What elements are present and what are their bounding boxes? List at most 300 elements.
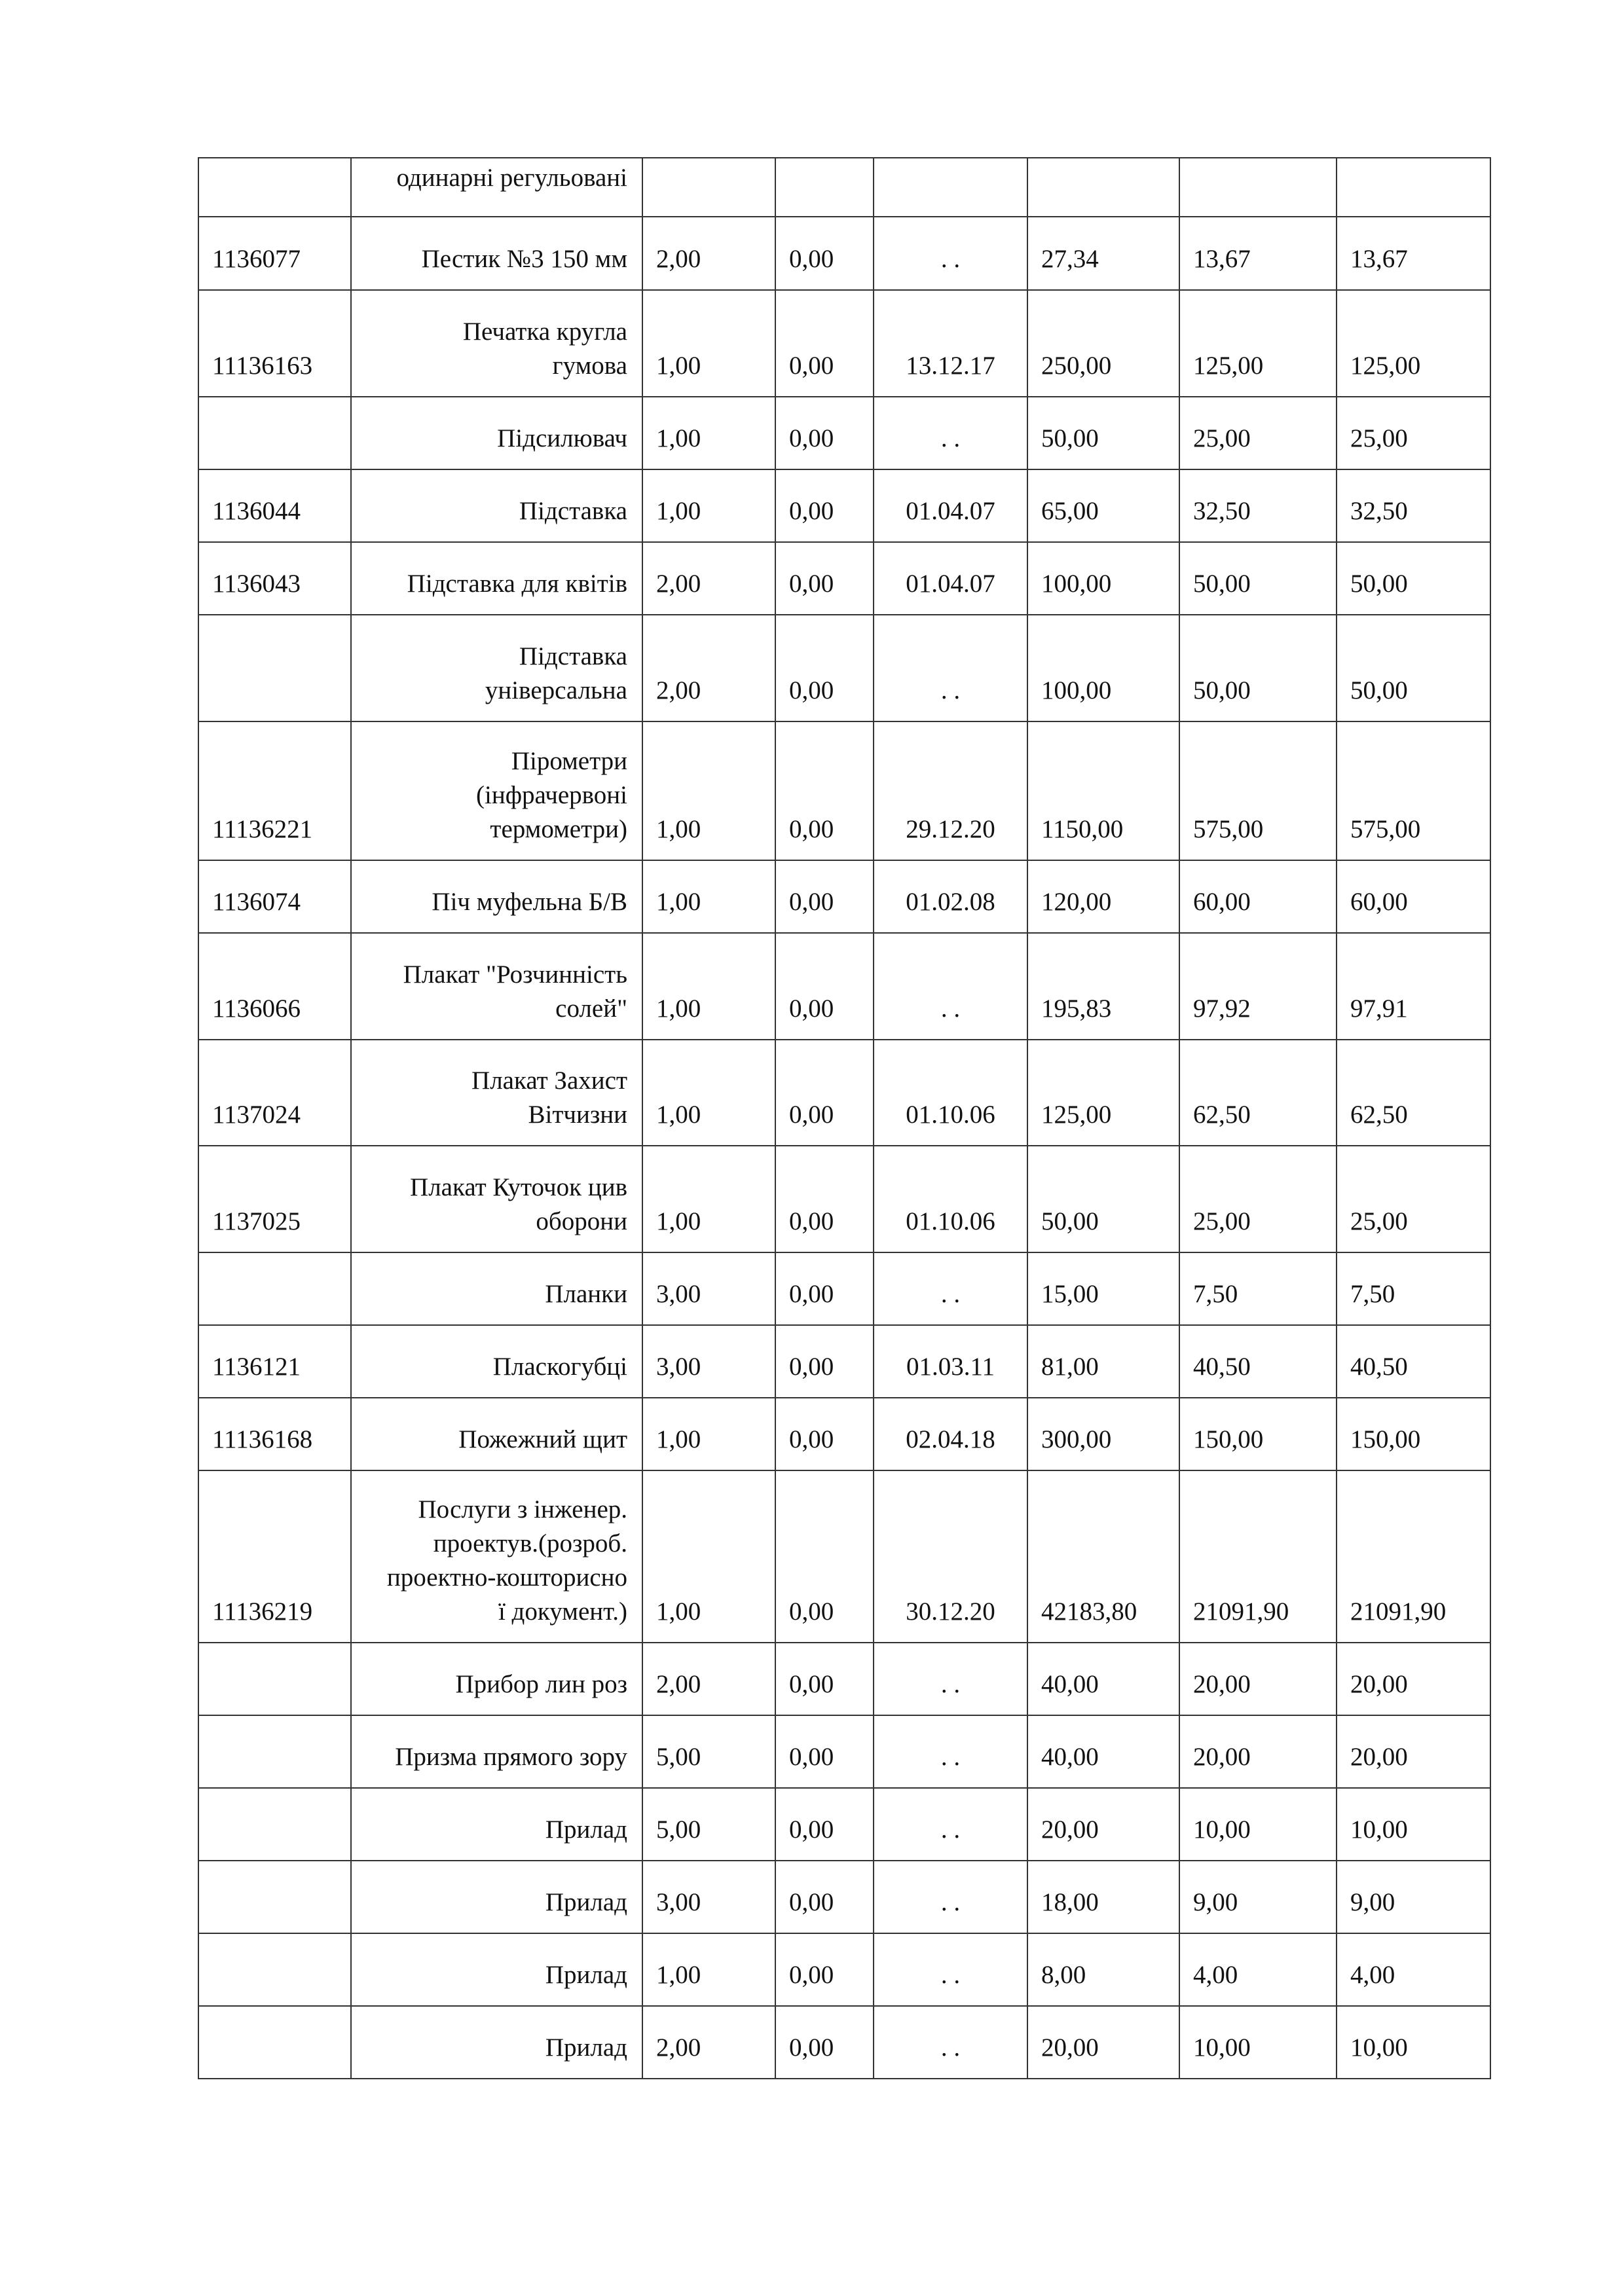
balance-cell-text: 62,50 (1350, 1101, 1408, 1129)
quantity-cell-text: 1,00 (656, 1425, 701, 1453)
item-name-cell (351, 1788, 642, 1861)
balance-cell-text: 10,00 (1350, 1815, 1408, 1844)
quantity-cell-text: 3,00 (656, 1888, 701, 1916)
balance-cell (1337, 1146, 1490, 1252)
depreciation-cell (1179, 397, 1337, 469)
depreciation-cell (1179, 1861, 1337, 1933)
balance-cell-text: 10,00 (1350, 2033, 1408, 2062)
quantity-cell (642, 1325, 775, 1398)
date-cell (874, 1933, 1027, 2006)
value-cell-text: 0,00 (789, 1888, 834, 1916)
balance-cell-text: 25,00 (1350, 424, 1408, 452)
amount-cell (1027, 469, 1179, 542)
item-name-cell-text: Планки (545, 1280, 627, 1308)
depreciation-cell (1179, 933, 1337, 1040)
item-code-cell-text: 11136219 (212, 1597, 313, 1626)
item-code-cell (198, 217, 351, 290)
depreciation-cell (1179, 1040, 1337, 1146)
item-name-cell (351, 1040, 642, 1146)
amount-cell (1027, 933, 1179, 1040)
amount-cell (1027, 721, 1179, 860)
value-cell (775, 1470, 874, 1643)
depreciation-cell (1179, 1398, 1337, 1470)
depreciation-cell (1179, 860, 1337, 933)
depreciation-cell (1179, 1470, 1337, 1643)
amount-cell-text: 8,00 (1041, 1961, 1086, 1989)
item-code-cell (198, 721, 351, 860)
item-name-cell-text: Підставка (519, 497, 627, 525)
item-code-cell (198, 290, 351, 397)
value-cell (775, 1861, 874, 1933)
quantity-cell (642, 615, 775, 721)
item-name-cell (351, 1643, 642, 1715)
quantity-cell (642, 860, 775, 933)
value-cell (775, 542, 874, 615)
value-cell (775, 2006, 874, 2079)
amount-cell (1027, 542, 1179, 615)
table-row (198, 1861, 1490, 1933)
value-cell (775, 1643, 874, 1715)
value-cell (775, 1398, 874, 1470)
table-row (198, 1252, 1490, 1325)
quantity-cell-text: 3,00 (656, 1280, 701, 1308)
item-name-cell-text: Підставка універсальна (485, 642, 627, 704)
quantity-cell (642, 1861, 775, 1933)
item-code-cell (198, 542, 351, 615)
date-cell (874, 1146, 1027, 1252)
amount-cell (1027, 1146, 1179, 1252)
quantity-cell (642, 933, 775, 1040)
date-cell-text: 01.10.06 (906, 1207, 995, 1235)
amount-cell-text: 40,00 (1041, 1743, 1099, 1771)
date-cell-text: . . (940, 1280, 961, 1308)
value-cell-text: 0,00 (789, 1353, 834, 1381)
table-row (198, 1040, 1490, 1146)
value-cell (775, 397, 874, 469)
value-cell-text: 0,00 (789, 352, 834, 380)
date-cell (874, 1643, 1027, 1715)
quantity-cell (642, 542, 775, 615)
item-name-cell (351, 1146, 642, 1252)
item-name-cell (351, 469, 642, 542)
quantity-cell (642, 158, 775, 217)
amount-cell (1027, 860, 1179, 933)
depreciation-cell-text: 40,50 (1193, 1353, 1251, 1381)
amount-cell-text: 40,00 (1041, 1670, 1099, 1698)
amount-cell-text: 195,83 (1041, 994, 1112, 1023)
item-code-cell (198, 860, 351, 933)
value-cell (775, 933, 874, 1040)
depreciation-cell-text: 20,00 (1193, 1743, 1251, 1771)
item-name-cell (351, 290, 642, 397)
quantity-cell-text: 3,00 (656, 1353, 701, 1381)
date-cell-text: . . (940, 424, 961, 452)
value-cell-text: 0,00 (789, 994, 834, 1023)
amount-cell-text: 18,00 (1041, 1888, 1099, 1916)
depreciation-cell (1179, 158, 1337, 217)
item-name-cell-text: Прилад (545, 1815, 627, 1844)
value-cell (775, 860, 874, 933)
balance-cell (1337, 1643, 1490, 1715)
item-code-cell (198, 933, 351, 1040)
table-row (198, 1715, 1490, 1788)
item-code-cell (198, 1788, 351, 1861)
amount-cell-text: 1150,00 (1041, 815, 1124, 843)
amount-cell (1027, 290, 1179, 397)
amount-cell-text: 20,00 (1041, 1815, 1099, 1844)
amount-cell (1027, 1398, 1179, 1470)
depreciation-cell (1179, 217, 1337, 290)
date-cell-text: 01.04.07 (906, 570, 995, 598)
quantity-cell-text: 1,00 (656, 888, 701, 916)
item-name-cell-text: Прибор лин роз (455, 1670, 627, 1698)
table-row (198, 1643, 1490, 1715)
item-name-cell (351, 217, 642, 290)
depreciation-cell-text: 575,00 (1193, 815, 1264, 843)
item-code-cell (198, 158, 351, 217)
item-name-cell-text: Піч муфельна Б/В (432, 888, 627, 916)
balance-cell (1337, 1398, 1490, 1470)
date-cell (874, 1398, 1027, 1470)
item-code-cell (198, 615, 351, 721)
quantity-cell (642, 1788, 775, 1861)
item-name-cell-text: Пласкогубці (492, 1353, 627, 1381)
item-code-cell-text: 1136077 (212, 245, 301, 273)
balance-cell (1337, 1252, 1490, 1325)
quantity-cell-text: 1,00 (656, 1101, 701, 1129)
item-code-cell (198, 1146, 351, 1252)
date-cell (874, 860, 1027, 933)
quantity-cell-text: 1,00 (656, 352, 701, 380)
balance-cell (1337, 397, 1490, 469)
date-cell-text: 01.10.06 (906, 1101, 995, 1129)
value-cell (775, 615, 874, 721)
item-name-cell (351, 542, 642, 615)
date-cell (874, 1715, 1027, 1788)
amount-cell (1027, 1861, 1179, 1933)
value-cell (775, 1325, 874, 1398)
item-name-cell (351, 397, 642, 469)
date-cell-text: . . (940, 1888, 961, 1916)
date-cell-text: . . (940, 1743, 961, 1771)
value-cell (775, 290, 874, 397)
depreciation-cell-text: 7,50 (1193, 1280, 1238, 1308)
amount-cell-text: 20,00 (1041, 2033, 1099, 2062)
item-code-cell (198, 469, 351, 542)
item-name-cell-text: Плакат Куточок цив оборони (410, 1173, 627, 1235)
depreciation-cell (1179, 1252, 1337, 1325)
balance-cell (1337, 933, 1490, 1040)
table-row (198, 469, 1490, 542)
value-cell (775, 1252, 874, 1325)
balance-cell (1337, 217, 1490, 290)
item-name-cell-text: Пірометри (інфрачервоні термометри) (476, 747, 627, 843)
depreciation-cell-text: 97,92 (1193, 994, 1251, 1023)
item-code-cell-text: 11136163 (212, 352, 313, 380)
quantity-cell-text: 2,00 (656, 2033, 701, 2062)
quantity-cell (642, 1643, 775, 1715)
item-name-cell-text: Призма прямого зору (395, 1743, 627, 1771)
quantity-cell-text: 5,00 (656, 1743, 701, 1771)
date-cell-text: 13.12.17 (906, 352, 995, 380)
item-code-cell-text: 1137025 (212, 1207, 301, 1235)
balance-cell-text: 125,00 (1350, 352, 1421, 380)
date-cell (874, 933, 1027, 1040)
amount-cell (1027, 1643, 1179, 1715)
item-name-cell (351, 1861, 642, 1933)
item-code-cell (198, 1040, 351, 1146)
table-row (198, 1470, 1490, 1643)
amount-cell (1027, 1252, 1179, 1325)
table-row (198, 158, 1490, 217)
depreciation-cell (1179, 1715, 1337, 1788)
item-name-cell (351, 158, 642, 217)
amount-cell-text: 65,00 (1041, 497, 1099, 525)
value-cell-text: 0,00 (789, 570, 834, 598)
item-name-cell-text: Пестик №3 150 мм (421, 245, 627, 273)
depreciation-cell-text: 150,00 (1193, 1425, 1264, 1453)
balance-cell-text: 150,00 (1350, 1425, 1421, 1453)
quantity-cell (642, 1470, 775, 1643)
depreciation-cell (1179, 542, 1337, 615)
item-code-cell (198, 1933, 351, 2006)
table-body (198, 158, 1490, 2079)
quantity-cell-text: 2,00 (656, 676, 701, 704)
amount-cell-text: 81,00 (1041, 1353, 1099, 1381)
table-row (198, 290, 1490, 397)
balance-cell (1337, 1040, 1490, 1146)
item-name-cell-text: Послуги з інженер. проектув.(розроб. проектно-кошторисно ї документ.) (386, 1495, 627, 1626)
depreciation-cell-text: 50,00 (1193, 676, 1251, 704)
date-cell-text: 01.02.08 (906, 888, 995, 916)
balance-cell (1337, 1788, 1490, 1861)
item-name-cell-text: Плакат "Розчинність солей" (403, 960, 627, 1023)
item-code-cell-text: 1136044 (212, 497, 301, 525)
value-cell-text: 0,00 (789, 497, 834, 525)
item-code-cell (198, 1715, 351, 1788)
depreciation-cell (1179, 721, 1337, 860)
item-name-cell-text: Прилад (545, 1888, 627, 1916)
item-name-cell-text: Підсилювач (497, 424, 627, 452)
table-row (198, 217, 1490, 290)
quantity-cell (642, 1040, 775, 1146)
table-row (198, 1788, 1490, 1861)
item-name-cell (351, 1933, 642, 2006)
depreciation-cell (1179, 1325, 1337, 1398)
balance-cell (1337, 2006, 1490, 2079)
date-cell (874, 217, 1027, 290)
depreciation-cell (1179, 1643, 1337, 1715)
depreciation-cell-text: 10,00 (1193, 1815, 1251, 1844)
balance-cell-text: 25,00 (1350, 1207, 1408, 1235)
balance-cell-text: 40,50 (1350, 1353, 1408, 1381)
quantity-cell (642, 1252, 775, 1325)
value-cell-text: 0,00 (789, 1597, 834, 1626)
item-name-cell (351, 1715, 642, 1788)
quantity-cell-text: 5,00 (656, 1815, 701, 1844)
amount-cell (1027, 1715, 1179, 1788)
amount-cell-text: 15,00 (1041, 1280, 1099, 1308)
depreciation-cell (1179, 1788, 1337, 1861)
value-cell (775, 469, 874, 542)
item-code-cell (198, 1470, 351, 1643)
balance-cell (1337, 158, 1490, 217)
balance-cell-text: 50,00 (1350, 676, 1408, 704)
item-name-cell (351, 1252, 642, 1325)
balance-cell (1337, 1325, 1490, 1398)
table-row (198, 1933, 1490, 2006)
amount-cell-text: 100,00 (1041, 676, 1112, 704)
quantity-cell-text: 1,00 (656, 994, 701, 1023)
depreciation-cell-text: 10,00 (1193, 2033, 1251, 2062)
date-cell (874, 2006, 1027, 2079)
amount-cell-text: 27,34 (1041, 245, 1099, 273)
balance-cell-text: 9,00 (1350, 1888, 1395, 1916)
date-cell (874, 721, 1027, 860)
table-row (198, 1146, 1490, 1252)
balance-cell-text: 575,00 (1350, 815, 1421, 843)
balance-cell (1337, 469, 1490, 542)
amount-cell-text: 50,00 (1041, 424, 1099, 452)
item-name-cell (351, 615, 642, 721)
depreciation-cell-text: 125,00 (1193, 352, 1264, 380)
balance-cell (1337, 1861, 1490, 1933)
amount-cell (1027, 1470, 1179, 1643)
item-name-cell-text: Прилад (545, 1961, 627, 1989)
item-code-cell (198, 1861, 351, 1933)
depreciation-cell-text: 60,00 (1193, 888, 1251, 916)
quantity-cell-text: 1,00 (656, 497, 701, 525)
date-cell (874, 469, 1027, 542)
balance-cell-text: 13,67 (1350, 245, 1408, 273)
value-cell-text: 0,00 (789, 245, 834, 273)
depreciation-cell (1179, 469, 1337, 542)
table-row (198, 933, 1490, 1040)
item-code-cell-text: 1137024 (212, 1101, 301, 1129)
quantity-cell-text: 2,00 (656, 245, 701, 273)
item-name-cell-text: Плакат Захист Вітчизни (471, 1066, 627, 1129)
depreciation-cell-text: 25,00 (1193, 1207, 1251, 1235)
quantity-cell (642, 721, 775, 860)
table-row (198, 860, 1490, 933)
date-cell (874, 397, 1027, 469)
date-cell (874, 615, 1027, 721)
item-name-cell (351, 933, 642, 1040)
item-code-cell (198, 1325, 351, 1398)
balance-cell-text: 97,91 (1350, 994, 1408, 1023)
amount-cell (1027, 397, 1179, 469)
value-cell-text: 0,00 (789, 1815, 834, 1844)
depreciation-cell (1179, 1146, 1337, 1252)
date-cell (874, 290, 1027, 397)
value-cell-text: 0,00 (789, 1743, 834, 1771)
amount-cell-text: 250,00 (1041, 352, 1112, 380)
date-cell (874, 1252, 1027, 1325)
item-name-cell-text: Пожежний щит (458, 1425, 627, 1453)
depreciation-cell (1179, 615, 1337, 721)
balance-cell-text: 20,00 (1350, 1743, 1408, 1771)
quantity-cell (642, 1715, 775, 1788)
depreciation-cell-text: 20,00 (1193, 1670, 1251, 1698)
balance-cell (1337, 1470, 1490, 1643)
value-cell (775, 217, 874, 290)
item-code-cell-text: 1136066 (212, 994, 301, 1023)
depreciation-cell (1179, 2006, 1337, 2079)
amount-cell (1027, 615, 1179, 721)
quantity-cell (642, 290, 775, 397)
item-code-cell-text: 11136221 (212, 815, 313, 843)
date-cell-text: . . (940, 994, 961, 1023)
item-code-cell (198, 397, 351, 469)
item-name-cell-text: Прилад (545, 2033, 627, 2062)
value-cell-text: 0,00 (789, 1961, 834, 1989)
amount-cell-text: 125,00 (1041, 1101, 1112, 1129)
table-row (198, 721, 1490, 860)
date-cell (874, 542, 1027, 615)
amount-cell (1027, 2006, 1179, 2079)
value-cell-text: 0,00 (789, 676, 834, 704)
amount-cell (1027, 1325, 1179, 1398)
date-cell-text: 01.03.11 (906, 1353, 995, 1381)
quantity-cell-text: 1,00 (656, 1207, 701, 1235)
date-cell (874, 1040, 1027, 1146)
balance-cell (1337, 860, 1490, 933)
item-code-cell (198, 2006, 351, 2079)
item-name-cell (351, 2006, 642, 2079)
date-cell (874, 158, 1027, 217)
amount-cell (1027, 1788, 1179, 1861)
depreciation-cell (1179, 1933, 1337, 2006)
table-row (198, 2006, 1490, 2079)
table-row (198, 397, 1490, 469)
quantity-cell-text: 1,00 (656, 424, 701, 452)
amount-cell (1027, 158, 1179, 217)
value-cell-text: 0,00 (789, 888, 834, 916)
date-cell (874, 1470, 1027, 1643)
date-cell-text: . . (940, 245, 961, 273)
item-name-cell (351, 1325, 642, 1398)
quantity-cell (642, 1398, 775, 1470)
amount-cell-text: 120,00 (1041, 888, 1112, 916)
balance-cell (1337, 1933, 1490, 2006)
balance-cell-text: 50,00 (1350, 570, 1408, 598)
balance-cell-text: 32,50 (1350, 497, 1408, 525)
date-cell-text: . . (940, 1815, 961, 1844)
amount-cell (1027, 1933, 1179, 2006)
date-cell (874, 1861, 1027, 1933)
balance-cell-text: 20,00 (1350, 1670, 1408, 1698)
depreciation-cell-text: 21091,90 (1193, 1597, 1289, 1626)
date-cell-text: . . (940, 1961, 961, 1989)
item-code-cell-text: 1136121 (212, 1353, 301, 1381)
quantity-cell (642, 2006, 775, 2079)
quantity-cell (642, 469, 775, 542)
item-name-cell-text: Печатка кругла гумова (462, 318, 627, 380)
item-code-cell (198, 1398, 351, 1470)
item-name-cell (351, 721, 642, 860)
item-code-cell (198, 1252, 351, 1325)
balance-cell-text: 60,00 (1350, 888, 1408, 916)
value-cell-text: 0,00 (789, 1207, 834, 1235)
item-code-cell-text: 11136168 (212, 1425, 313, 1453)
quantity-cell (642, 397, 775, 469)
value-cell (775, 1715, 874, 1788)
item-name-cell-text: Підставка для квітів (407, 570, 627, 598)
quantity-cell (642, 217, 775, 290)
value-cell-text: 0,00 (789, 1280, 834, 1308)
balance-cell (1337, 721, 1490, 860)
item-name-cell (351, 1398, 642, 1470)
